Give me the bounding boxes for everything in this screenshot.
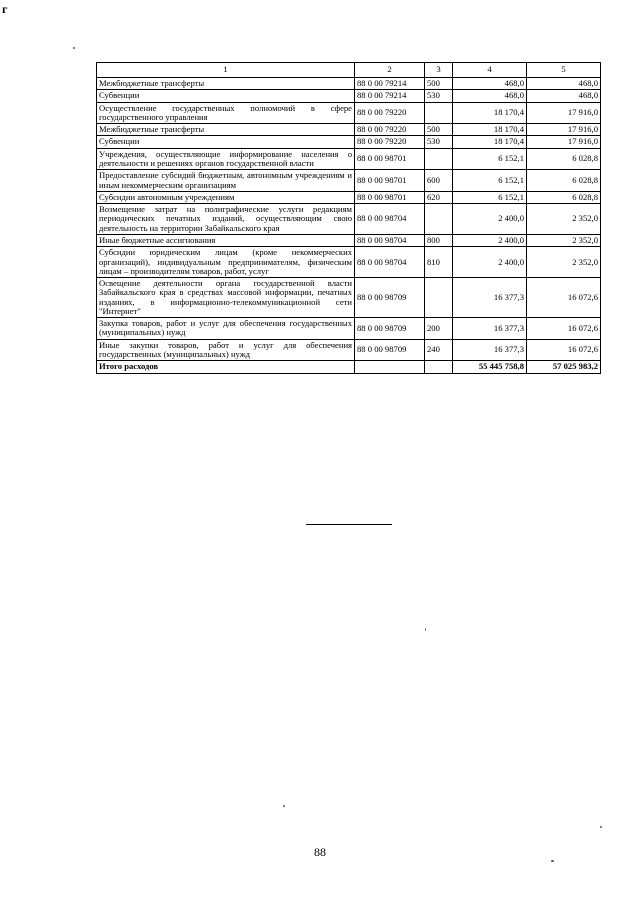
cell-code: 88 0 00 98704 <box>355 234 425 246</box>
total-v4: 55 445 758,8 <box>453 361 527 373</box>
cell-type <box>425 204 453 235</box>
cell-v5: 2 352,0 <box>527 234 601 246</box>
header-row <box>97 63 601 78</box>
cell-name: Учреждения, осуществляющие информирование населения о деятельности и решениях органов государственной власти <box>97 148 355 170</box>
cell-code: 88 0 00 98709 <box>355 318 425 340</box>
cell-v5: 16 072,6 <box>527 339 601 361</box>
cell-v5: 468,0 <box>527 78 601 90</box>
cell-type <box>425 278 453 318</box>
cell-v5: 17 916,0 <box>527 102 601 124</box>
cell-type: 500 <box>425 78 453 90</box>
table-row <box>97 170 601 192</box>
cell-type: 530 <box>425 90 453 102</box>
cell-v4: 6 152,1 <box>453 191 527 203</box>
cell-type: 530 <box>425 136 453 148</box>
total-row <box>97 361 601 373</box>
scan-speck <box>551 860 554 862</box>
cell-code: 88 0 00 98704 <box>355 204 425 235</box>
cell-v4: 468,0 <box>453 78 527 90</box>
cell-type <box>425 102 453 124</box>
cell-v5: 17 916,0 <box>527 124 601 136</box>
header-col-2: 2 <box>355 63 425 78</box>
page-number: 88 <box>314 845 326 859</box>
header-col-3: 3 <box>425 63 453 78</box>
cell-v4: 16 377,3 <box>453 318 527 340</box>
cell-type: 620 <box>425 191 453 203</box>
cell-name: Иные закупки товаров, работ и услуг для обеспечения государственных (муниципальных) нужд <box>97 339 355 361</box>
cell-type: 200 <box>425 318 453 340</box>
cell-name: Предоставление субсидий бюджетным, автономным учреждениям и иным некоммерческим организациям <box>97 170 355 192</box>
cell-v5: 468,0 <box>527 90 601 102</box>
cell-code: 88 0 00 79220 <box>355 124 425 136</box>
cell-code: 88 0 00 98701 <box>355 191 425 203</box>
cell-v4: 2 400,0 <box>453 247 527 278</box>
cell-name: Возмещение затрат на полиграфические услуги редакциям периодических печатных изданий, осуществляющим свою деятельность на территории Забайкальского края <box>97 204 355 235</box>
cell-name: Субсидии юридическим лицам (кроме некоммерческих организаций), индивидуальным предпринимателям, физическим лицам – производителям товаров, работ, услуг <box>97 247 355 278</box>
cell-code: 88 0 00 98701 <box>355 148 425 170</box>
scan-speck <box>73 47 75 49</box>
cell-type: 500 <box>425 124 453 136</box>
cell-type <box>425 148 453 170</box>
cell-v4: 2 400,0 <box>453 234 527 246</box>
cell-v5: 2 352,0 <box>527 204 601 235</box>
cell-v5: 6 028,8 <box>527 170 601 192</box>
cell-v5: 6 028,8 <box>527 148 601 170</box>
cell-name: Освещение деятельности органа государственной власти Забайкальского края в средствах массовой информации, печатных изданиях, в информационно-телекоммуникационной сети "Интернет" <box>97 278 355 318</box>
expenditure-table <box>96 62 601 374</box>
scan-speck <box>425 628 426 631</box>
table-row <box>97 124 601 136</box>
scan-speck <box>600 826 602 828</box>
table-row <box>97 78 601 90</box>
cell-v4: 18 170,4 <box>453 102 527 124</box>
cell-code: 88 0 00 79220 <box>355 102 425 124</box>
cell-name: Закупка товаров, работ и услуг для обеспечения государственных (муниципальных) нужд <box>97 318 355 340</box>
scan-speck <box>283 805 285 807</box>
table-row <box>97 191 601 203</box>
header-col-1: 1 <box>97 63 355 78</box>
total-empty-cell <box>355 361 425 373</box>
table-row <box>97 102 601 124</box>
cell-v4: 16 377,3 <box>453 278 527 318</box>
cell-type: 810 <box>425 247 453 278</box>
cell-code: 88 0 00 79214 <box>355 78 425 90</box>
table-row <box>97 204 601 235</box>
cell-v5: 6 028,8 <box>527 191 601 203</box>
table-row <box>97 148 601 170</box>
cell-code: 88 0 00 79214 <box>355 90 425 102</box>
corner-mark: г <box>2 2 8 16</box>
cell-v4: 16 377,3 <box>453 339 527 361</box>
cell-code: 88 0 00 79220 <box>355 136 425 148</box>
cell-code: 88 0 00 98701 <box>355 170 425 192</box>
cell-name: Субвенции <box>97 136 355 148</box>
cell-code: 88 0 00 98704 <box>355 247 425 278</box>
table-row <box>97 234 601 246</box>
total-v5: 57 025 983,2 <box>527 361 601 373</box>
cell-v5: 2 352,0 <box>527 247 601 278</box>
cell-name: Иные бюджетные ассигнования <box>97 234 355 246</box>
header-col-5: 5 <box>527 63 601 78</box>
cell-type: 240 <box>425 339 453 361</box>
table-row <box>97 339 601 361</box>
cell-name: Субсидии автономным учреждениям <box>97 191 355 203</box>
total-name: Итого расходов <box>97 361 355 373</box>
table-row <box>97 318 601 340</box>
cell-v4: 18 170,4 <box>453 124 527 136</box>
cell-code: 88 0 00 98709 <box>355 278 425 318</box>
cell-name: Межбюджетные трансферты <box>97 124 355 136</box>
table-body <box>97 78 601 374</box>
cell-v4: 468,0 <box>453 90 527 102</box>
cell-v5: 16 072,6 <box>527 318 601 340</box>
cell-v4: 18 170,4 <box>453 136 527 148</box>
table-row <box>97 136 601 148</box>
cell-v5: 16 072,6 <box>527 278 601 318</box>
total-empty-cell <box>425 361 453 373</box>
cell-v5: 17 916,0 <box>527 136 601 148</box>
cell-type: 800 <box>425 234 453 246</box>
closing-rule <box>306 524 392 525</box>
cell-code: 88 0 00 98709 <box>355 339 425 361</box>
cell-name: Субвенции <box>97 90 355 102</box>
cell-v4: 2 400,0 <box>453 204 527 235</box>
table-row <box>97 278 601 318</box>
table-row <box>97 247 601 278</box>
table-row <box>97 90 601 102</box>
cell-name: Межбюджетные трансферты <box>97 78 355 90</box>
header-col-4: 4 <box>453 63 527 78</box>
cell-type: 600 <box>425 170 453 192</box>
cell-v4: 6 152,1 <box>453 170 527 192</box>
cell-name: Осуществление государственных полномочий в сфере государственного управления <box>97 102 355 124</box>
cell-v4: 6 152,1 <box>453 148 527 170</box>
